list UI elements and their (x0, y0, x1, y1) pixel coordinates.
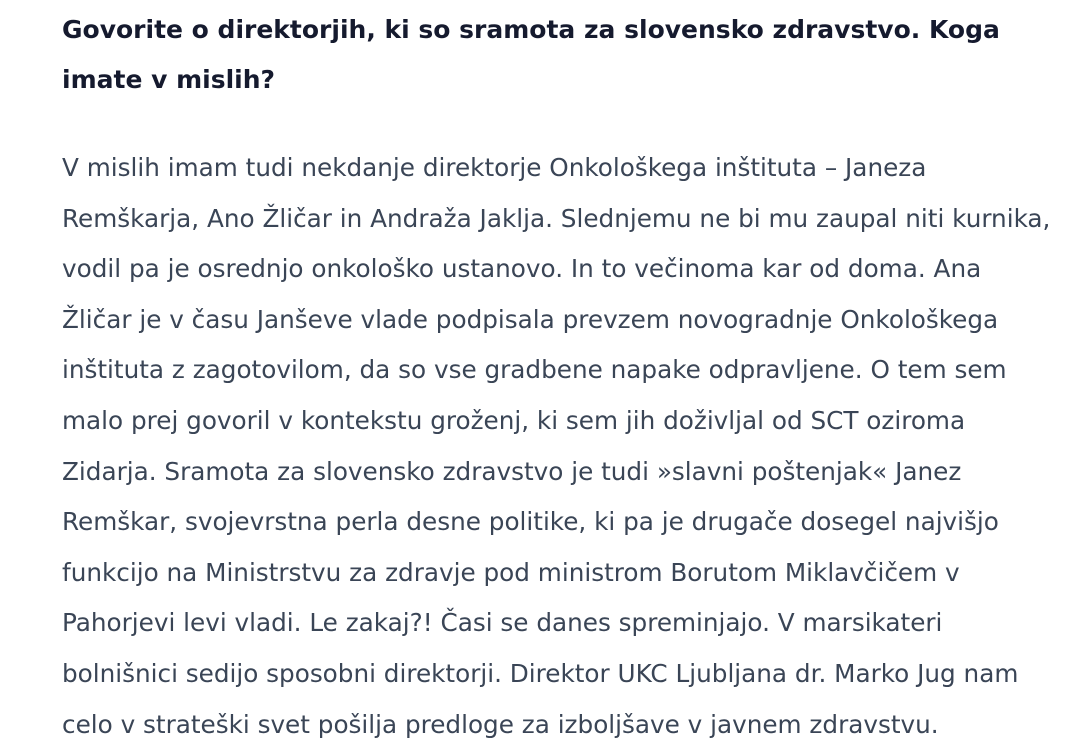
answer-line: bolnišnici sedijo sposobni direktorji. Direktor UKC Ljubljana dr. Marko Jug nam (62, 658, 1019, 688)
answer-line: Remškarja, Ano Žličar in Andraža Jaklja. Slednjemu ne bi mu zaupal niti kurnika, (62, 203, 1051, 233)
answer-line: Remškar, svojevrstna perla desne politike, ki pa je drugače dosegel najvišjo (62, 507, 999, 537)
interview-answer (62, 105, 1082, 750)
answer-line: vodil pa je osrednjo onkološko ustanovo. In to večinoma kar od doma. Ana (62, 254, 982, 284)
answer-line: celo v strateški svet pošilja predloge za izboljšave v javnem zdravstvu. (62, 709, 939, 739)
answer-line: funkcijo na Ministrstvu za zdravje pod ministrom Borutom Miklavčičem v (62, 557, 960, 587)
answer-line: V mislih imam tudi nekdanje direktorje Onkološkega inštituta – Janeza (62, 153, 927, 182)
question-line: Govorite o direktorjih, ki so sramota za slovensko zdravstvo. Koga (62, 15, 1000, 44)
answer-line: inštituta z zagotovilom, da so vse gradbene napake odpravljene. O tem sem (62, 355, 1007, 385)
question-line: imate v mislih? (62, 65, 276, 94)
answer-line: malo prej govoril v kontekstu groženj, ki sem jih doživljal od SCT oziroma (62, 405, 966, 435)
interview-article (62, 0, 1082, 750)
interview-question (62, 0, 1082, 105)
answer-line: Zidarja. Sramota za slovensko zdravstvo je tudi »slavni poštenjak« Janez (62, 456, 962, 486)
answer-line: Žličar je v času Janševe vlade podpisala prevzem novogradnje Onkološkega (62, 304, 999, 334)
answer-line: Pahorjevi levi vladi. Le zakaj?! Časi se danes spreminjajo. V marsikateri (62, 608, 943, 638)
